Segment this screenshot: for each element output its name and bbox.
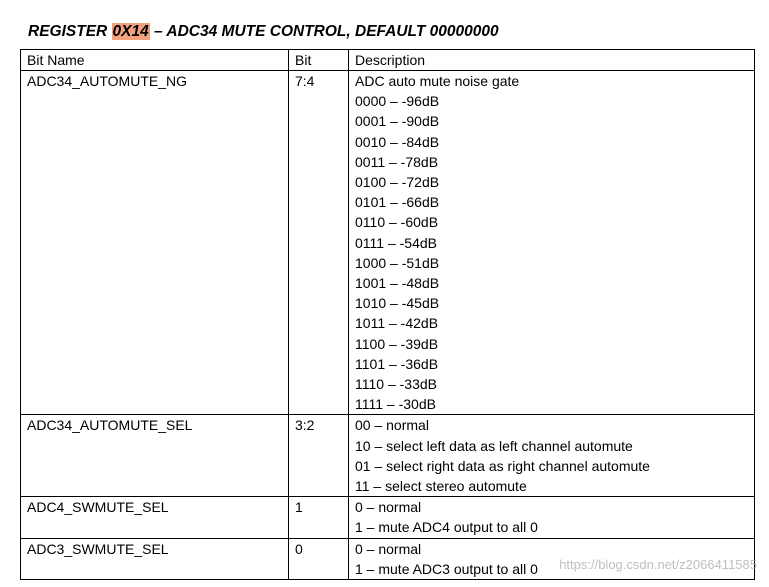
description-line: 1110 – -33dB — [355, 376, 437, 393]
header-description: Description — [349, 50, 755, 71]
description-line: 0011 – -78dB — [355, 153, 439, 170]
description-cell — [349, 71, 755, 415]
description-line: 1 – mute ADC4 output to all 0 — [355, 519, 538, 536]
description-line: 1 – mute ADC3 output to all 0 — [355, 560, 538, 577]
table-row — [21, 71, 755, 415]
description-line: 0001 – -90dB — [355, 113, 440, 130]
title-suffix: – ADC34 MUTE CONTROL, DEFAULT 00000000 — [149, 23, 499, 40]
description-line: 1111 – -30dB — [355, 396, 436, 413]
description-line: 00 – normal — [355, 417, 429, 434]
description-line: 1000 – -51dB — [355, 254, 440, 271]
header-bit-name: Bit Name — [21, 50, 289, 71]
description-line: 0 – normal — [355, 499, 422, 516]
register-address-highlight: 0X14 — [112, 23, 149, 40]
bit-name-cell: ADC34_AUTOMUTE_SEL — [21, 415, 289, 497]
description-line: ADC auto mute noise gate — [355, 73, 520, 89]
description-line: 10 – select left data as left channel automute — [355, 437, 633, 454]
title-prefix: REGISTER — [28, 23, 112, 40]
description-line: 1001 – -48dB — [355, 275, 440, 292]
description-line: 01 – select right data as right channel automute — [355, 457, 650, 474]
description-cell — [349, 415, 755, 497]
bit-name-cell: ADC4_SWMUTE_SEL — [21, 497, 289, 538]
description-line: 11 – select stereo automute — [355, 478, 527, 495]
bit-name-cell: ADC34_AUTOMUTE_NG — [21, 71, 289, 415]
description-line: 0110 – -60dB — [355, 214, 439, 231]
bit-range-cell: 1 — [289, 497, 349, 538]
bit-range-cell: 3:2 — [289, 415, 349, 497]
description-line: 0100 – -72dB — [355, 174, 440, 191]
watermark: https://blog.csdn.net/z2066411585 — [559, 557, 757, 572]
bit-range-cell: 7:4 — [289, 71, 349, 415]
header-bit: Bit — [289, 50, 349, 71]
bit-name-cell: ADC3_SWMUTE_SEL — [21, 538, 289, 579]
table-body — [21, 71, 755, 580]
description-line: 0000 – -96dB — [355, 93, 440, 110]
bit-range-cell: 0 — [289, 538, 349, 579]
description-line: 1010 – -45dB — [355, 295, 440, 312]
description-line: 0101 – -66dB — [355, 194, 440, 211]
description-line: 1101 – -36dB — [355, 355, 439, 372]
table-row — [21, 415, 755, 497]
table-row — [21, 497, 755, 538]
register-bit-table — [20, 49, 755, 580]
description-line: 0111 – -54dB — [355, 234, 437, 251]
description-line: 0 – normal — [355, 540, 422, 557]
register-title — [28, 22, 499, 44]
description-line: 1011 – -42dB — [355, 315, 439, 332]
description-line: 1100 – -39dB — [355, 335, 439, 352]
description-cell — [349, 497, 755, 538]
table-header-row — [21, 50, 755, 71]
description-line: 0010 – -84dB — [355, 133, 440, 150]
